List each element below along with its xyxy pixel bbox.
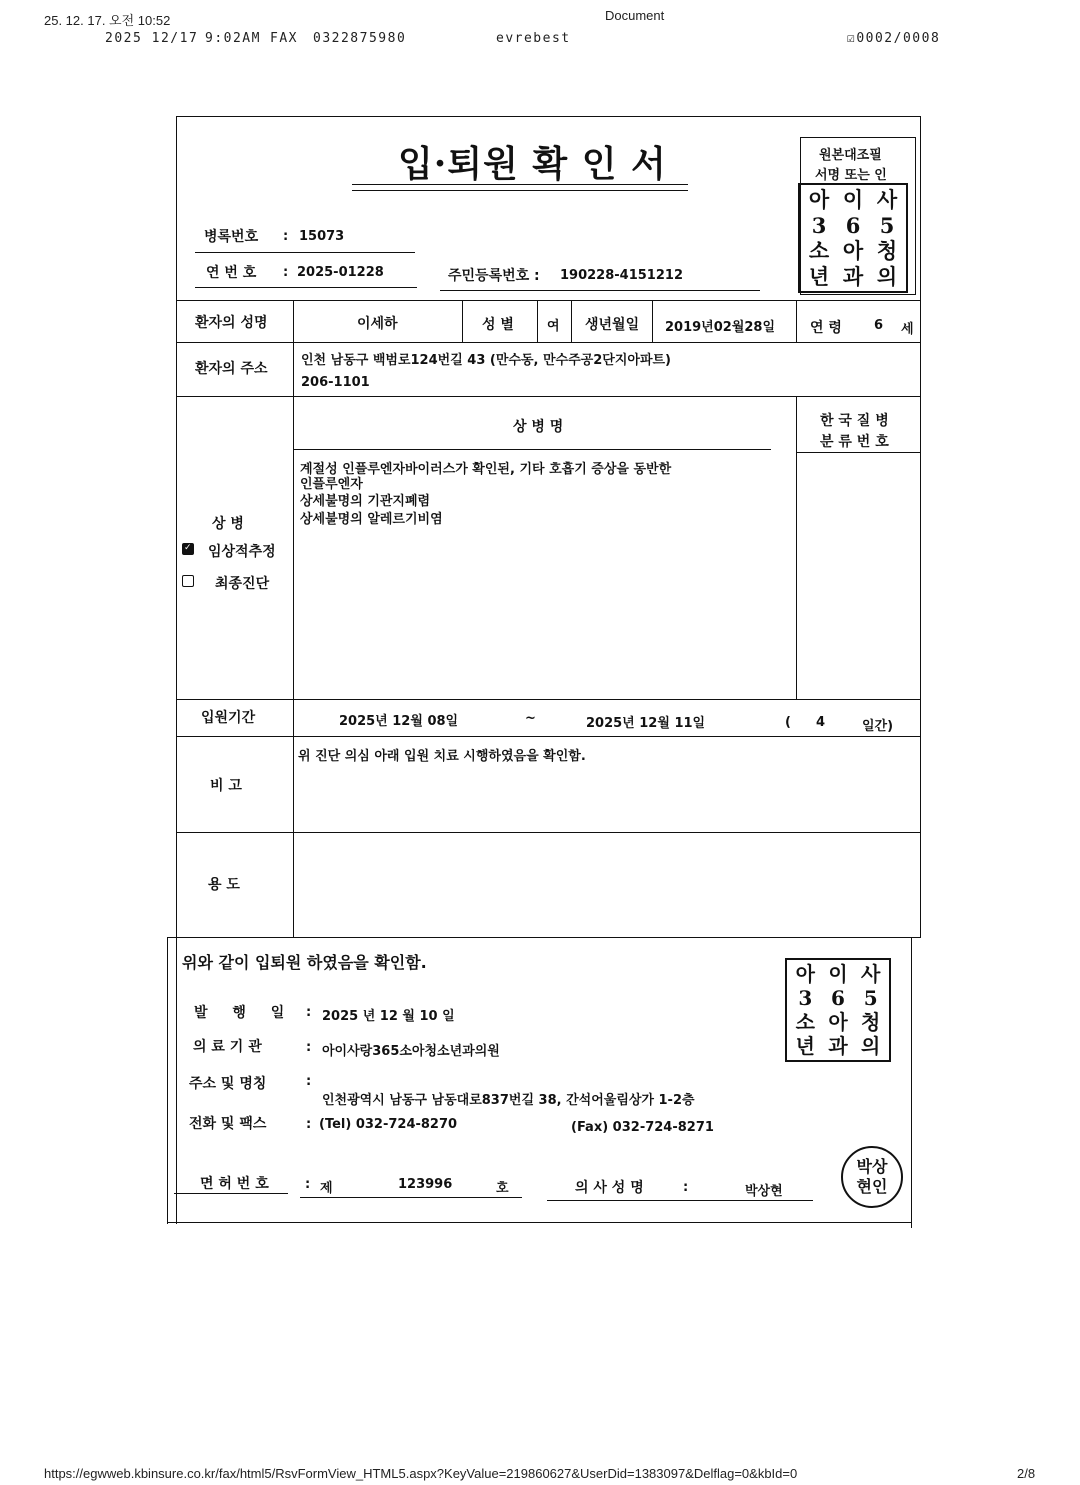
remarks-label: 비 고 — [210, 778, 242, 794]
patient-address-line1: 인천 남동구 백범로124번길 43 (만수동, 만수주공2단지아파트) — [301, 353, 671, 368]
patient-address-label: 환자의 주소 — [195, 361, 268, 377]
license-suffix: 호 — [496, 1181, 509, 1196]
confirmation-statement: 위와 같이 입퇴원 하였음을 확인함. — [182, 953, 427, 972]
diagnosis-line: 인플루엔자 — [300, 477, 363, 492]
fax-number: 0322875980 — [313, 31, 407, 46]
doctor-seal-stamp: 박상 현인 — [841, 1146, 903, 1208]
age-unit: 세 — [901, 322, 914, 337]
record-number: 15073 — [299, 229, 345, 244]
diagnosis-line: 상세불명의 기관지폐렴 — [300, 494, 431, 509]
disease-section-label: 상 병 — [212, 516, 244, 532]
age-label: 연 령 — [810, 320, 842, 336]
phone-fax-label: 전화 및 팩스 — [189, 1116, 267, 1132]
age-value: 6 — [874, 318, 884, 333]
fax-page-marker: ☑0002/0008 — [847, 31, 941, 46]
page-number: 2/8 — [1017, 1466, 1036, 1481]
admission-period-label: 입원기간 — [201, 710, 256, 726]
rrn-label: 주민등록번호 : — [448, 268, 540, 284]
document-title: Document — [605, 8, 665, 23]
institution-label: 의 료 기 관 — [193, 1039, 262, 1055]
fax-date: 2025 12/17 — [105, 31, 199, 46]
title-underline — [352, 184, 688, 185]
patient-name: 이세하 — [357, 316, 398, 332]
diagnosis-line: 상세불명의 알레르기비염 — [300, 512, 443, 527]
disease-name-header: 상 병 명 — [513, 419, 564, 435]
resident-registration-number: 190228-4151212 — [560, 268, 683, 283]
final-diagnosis-checkbox[interactable] — [182, 575, 194, 587]
purpose-label: 용 도 — [208, 877, 240, 893]
doctor-name-label: 의 사 성 명 — [575, 1180, 644, 1196]
institution-name: 아이사랑365소아청소년과의원 — [322, 1044, 500, 1059]
form-title: 입·퇴원 확 인 서 — [398, 143, 667, 185]
original-verified-label: 원본대조필 — [819, 148, 882, 163]
sex-label: 성 별 — [482, 317, 514, 333]
kcd-header-line1: 한 국 질 병 — [820, 413, 889, 429]
institution-fax: (Fax) 032-724-8271 — [571, 1120, 714, 1135]
clinic-seal-stamp-bottom: 아 이 사 3 6 5 소 아 청 년 과 의 — [785, 958, 891, 1062]
fax-sender: evrebest — [496, 31, 571, 46]
page-url[interactable]: https://egwweb.kbinsure.co.kr/fax/html5/RsvFormView_HTML5.aspx?KeyValue=219860627&UserDid=1383097&Delflag=0&kbId=0 — [44, 1466, 798, 1481]
clinic-seal-stamp-top: 아 이 사 3 6 5 소 아 청 년 과 의 — [798, 183, 908, 293]
admission-days: 4 — [816, 715, 826, 730]
fax-label: FAX — [270, 31, 298, 46]
clinical-estimate-checkbox[interactable] — [182, 543, 194, 555]
admission-end-date: 2025년 12월 11일 — [586, 716, 706, 731]
institution-address-label: 주소 및 명칭 — [189, 1076, 267, 1092]
institution-tel: (Tel) 032-724-8270 — [319, 1117, 458, 1132]
record-number-label: 병록번호 — [204, 229, 259, 245]
fax-time: 9:02AM — [205, 31, 261, 46]
doctor-name: 박상현 — [745, 1184, 783, 1199]
kcd-header-line2: 분 류 번 호 — [820, 434, 889, 450]
admission-start-date: 2025년 12월 08일 — [339, 714, 459, 729]
clinical-estimate-label: 임상적추정 — [208, 544, 276, 560]
issue-date: 2025 년 12 월 10 일 — [322, 1009, 455, 1024]
sign-or-seal-label: 서명 또는 인 — [815, 168, 887, 183]
institution-address: 인천광역시 남동구 남동대로837번길 38, 간석어울림상가 1-2층 — [322, 1093, 695, 1108]
license-prefix: 제 — [320, 1181, 333, 1196]
license-number-label: 면 허 번 호 — [200, 1176, 269, 1192]
date-of-birth: 2019년02월28일 — [665, 320, 776, 335]
remarks-text: 위 진단 의심 아래 입원 치료 시행하였음을 확인함. — [298, 749, 586, 764]
admission-days-unit: 일간) — [862, 719, 894, 734]
issue-date-label: 발 행 일 — [194, 1005, 295, 1021]
patient-name-label: 환자의 성명 — [195, 315, 268, 331]
print-datetime: 25. 12. 17. 오전 10:52 — [44, 13, 171, 28]
final-diagnosis-label: 최종진단 — [215, 576, 270, 592]
sex-value: 여 — [547, 319, 560, 334]
diagnosis-line: 계절성 인플루엔자바이러스가 확인된, 기타 호흡기 증상을 동반한 — [300, 462, 672, 477]
patient-address-line2: 206-1101 — [301, 375, 370, 390]
serial-number-label: 연 번 호 — [206, 265, 257, 281]
dob-label: 생년월일 — [585, 317, 640, 333]
serial-number: 2025-01228 — [297, 265, 384, 280]
license-number: 123996 — [398, 1177, 453, 1192]
